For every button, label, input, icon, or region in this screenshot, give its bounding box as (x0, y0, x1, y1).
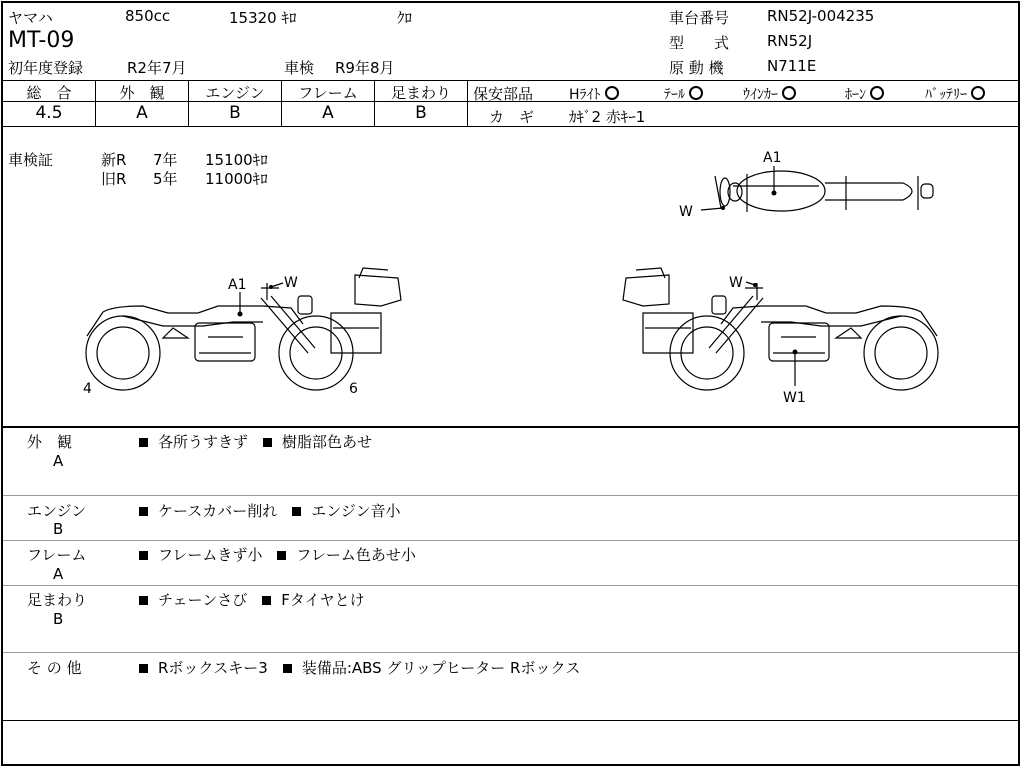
inspection-sheet (1, 1, 1020, 766)
first-registration-value: R2年7月 (127, 59, 187, 77)
safety-item-headlight: Hﾗｲﾄ (569, 84, 619, 104)
safety-item-winker: ｳｲﾝｶｰ (743, 84, 796, 104)
grade-header-overall: 総 合 (26, 84, 72, 102)
bullet-icon (262, 596, 271, 605)
grade-engine: B (229, 103, 241, 123)
certificate-old-km: 11000ｷﾛ (205, 170, 268, 188)
first-registration-label: 初年度登録 (8, 59, 84, 77)
bullet-icon (139, 551, 148, 560)
grade-exterior: A (136, 103, 148, 123)
remark-category-other: そ の 他 (27, 659, 82, 677)
inspection-value: R9年8月 (335, 59, 395, 77)
certificate-new-label: 新R (101, 151, 127, 169)
remark-notes-frame: フレームきず小 フレーム色あせ小 (139, 544, 416, 565)
bullet-icon (139, 596, 148, 605)
battery-ok-icon (971, 86, 985, 100)
bullet-icon (139, 664, 148, 673)
remark-category-frame: フレーム (27, 546, 87, 564)
grade-overall: 4.5 (35, 103, 63, 123)
frame-no-label: 車台番号 (669, 9, 730, 27)
headlight-ok-icon (605, 86, 619, 100)
left-mark-a1: A1 (228, 277, 247, 293)
grade-header-exterior: 外 観 (119, 84, 165, 102)
winker-ok-icon (782, 86, 796, 100)
safety-item-horn: ﾎｰﾝ (845, 84, 884, 104)
top-view-drawing (715, 171, 933, 212)
right-mark-w: W (729, 275, 743, 291)
remark-grade-engine: B (53, 520, 64, 538)
safety-label: 保安部品 (473, 85, 534, 103)
grade-suspension: B (415, 103, 427, 123)
right-view-drawing (623, 268, 938, 390)
horn-ok-icon (870, 86, 884, 100)
tail-ok-icon (689, 86, 703, 100)
color: ｸﾛ (397, 9, 413, 27)
certificate-label: 車検証 (8, 151, 54, 169)
motorcycle-damage-diagram (3, 128, 1020, 426)
remark-grade-exterior: A (53, 452, 64, 470)
remark-grade-suspension: B (53, 610, 64, 628)
safety-item-tail: ﾃｰﾙ (664, 84, 703, 104)
certificate-new-years: 7年 (153, 151, 178, 169)
type-label: 型 式 (669, 34, 730, 52)
inspection-label: 車検 (284, 59, 315, 77)
displacement: 850cc (125, 7, 171, 25)
bullet-icon (263, 438, 272, 447)
bullet-icon (292, 507, 301, 516)
left-mark-rear: 4 (83, 381, 92, 397)
certificate-old-label: 旧R (101, 170, 127, 188)
maker: ヤマハ (8, 9, 53, 27)
safety-item-battery: ﾊﾞｯﾃﾘｰ (925, 84, 985, 104)
bullet-icon (139, 507, 148, 516)
remark-category-suspension: 足まわり (27, 591, 88, 609)
remark-category-exterior: 外 観 (27, 433, 73, 451)
bullet-icon (277, 551, 286, 560)
key-label: カ ギ (489, 108, 535, 126)
left-mark-front: 6 (349, 381, 358, 397)
remark-notes-engine: ケースカバー削れ エンジン音小 (139, 500, 401, 521)
grade-header-suspension: 足まわり (390, 84, 451, 102)
key-value: ｶｷﾞ2 赤ｷｰ1 (569, 108, 646, 126)
remarks-top-rule (3, 426, 1018, 428)
remark-notes-suspension: チェーンさび Fタイヤとけ (139, 589, 365, 610)
grade-table-top-rule (3, 80, 1018, 81)
mileage: 15320 ｷﾛ (229, 9, 297, 27)
bullet-icon (139, 438, 148, 447)
grade-frame: A (322, 103, 334, 123)
top-mark-w: W (679, 204, 693, 220)
engine-label: 原 動 機 (669, 59, 724, 77)
remarks-bottom-rule (3, 720, 1018, 721)
remark-notes-other: Rボックスキー3 装備品:ABS グリップヒーター Rボックス (139, 657, 580, 678)
model-name: MT-09 (8, 28, 75, 53)
frame-no-value: RN52J-004235 (767, 7, 875, 25)
left-mark-w: W (284, 275, 298, 291)
remark-notes-exterior: 各所うすきず 樹脂部色あせ (139, 431, 372, 452)
bullet-icon (283, 664, 292, 673)
type-value: RN52J (767, 32, 813, 50)
certificate-new-km: 15100ｷﾛ (205, 151, 268, 169)
right-mark-w1: W1 (783, 390, 806, 406)
remark-category-engine: エンジン (27, 502, 87, 520)
certificate-old-years: 5年 (153, 170, 178, 188)
grade-header-frame: フレーム (298, 84, 358, 102)
top-mark-a1: A1 (763, 150, 782, 166)
engine-value: N711E (767, 57, 817, 75)
remark-grade-frame: A (53, 565, 64, 583)
grade-header-engine: エンジン (205, 84, 265, 102)
